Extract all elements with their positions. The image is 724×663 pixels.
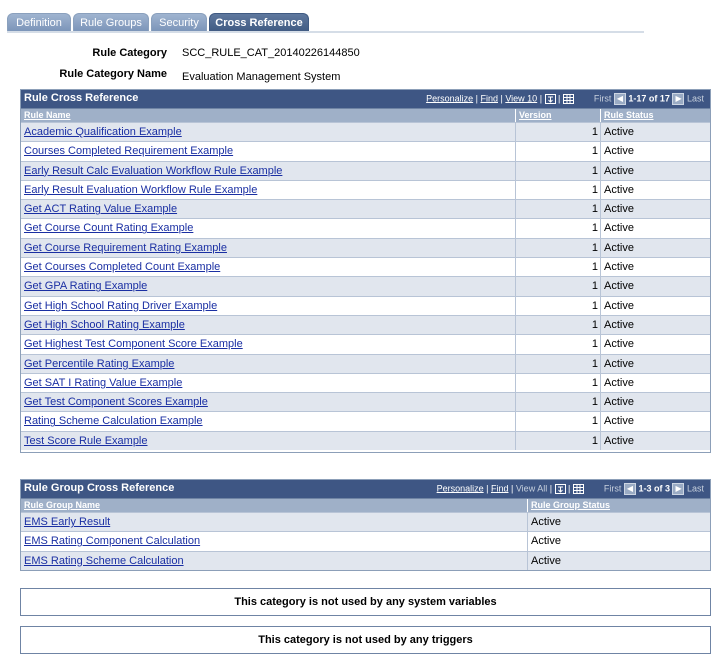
tab-underline [7,31,644,33]
personalize-link[interactable]: Personalize [436,483,484,494]
previous-arrow-icon[interactable]: ◀ [614,93,626,105]
grid-view-icon[interactable] [573,484,584,494]
rule-group-name-link[interactable]: EMS Early Result [24,516,111,528]
system-variables-message: This category is not used by any system variables [20,588,711,616]
row-range: 1-3 of 3 [638,483,670,494]
rule-group-name-cell [21,552,528,570]
rule-name-cell [21,162,516,180]
rule-name-link[interactable]: Get Courses Completed Count Example [24,261,221,274]
rule-name-link[interactable]: Rating Scheme Calculation Example [24,415,203,428]
column-rule-name[interactable]: Rule Name [21,109,516,122]
version-cell: 1 [516,200,601,218]
version-cell: 1 [516,162,601,180]
column-rule-group-name[interactable]: Rule Group Name [21,499,528,512]
table-row [21,512,710,531]
version-cell: 1 [516,123,601,141]
version-cell: 1 [516,374,601,392]
table-row [21,531,710,550]
version-cell: 1 [516,393,601,411]
rule-name-link[interactable]: Get Highest Test Component Score Example [24,338,243,351]
rule-status-cell: Active [604,357,634,370]
rule-name-cell [21,239,516,257]
tab-rule-groups[interactable]: Rule Groups [73,13,149,32]
rule-name-link[interactable]: Get High School Rating Driver Example [24,299,218,312]
table-row [21,551,710,570]
version-cell: 1 [516,432,601,450]
group-rows [21,512,710,570]
rule-status-cell: Active [604,318,634,331]
grid-header [21,480,710,498]
rule-status-cell: Active [604,241,634,254]
row-range: 1-17 of 17 [628,93,670,104]
rule-group-name-cell [21,513,528,531]
grid-navigation: Personalize | Find | View 10 | | First ◀ 1-17 of 17 ▶ Last [426,93,704,104]
rule-name-cell [21,355,516,373]
rule-status-cell: Active [604,222,634,235]
rule-status-cell: Active [604,261,634,274]
rule-status-cell: Active [604,415,634,428]
table-row [21,276,710,295]
rule-status-cell: Active [604,126,634,138]
rule-name-link[interactable]: Courses Completed Requirement Example [24,145,234,158]
version-cell: 1 [516,316,601,334]
rule-name-link[interactable]: Get GPA Rating Example [24,280,148,293]
rule-status-cell: Active [604,164,634,177]
table-row [21,161,710,180]
rule-name-cell [21,200,516,218]
version-cell: 1 [516,297,601,315]
rule-category-name-value: Evaluation Management System [182,71,341,83]
rule-name-link[interactable]: Get SAT I Rating Value Example [24,376,183,389]
column-rule-status[interactable]: Rule Status [604,110,654,120]
version-cell: 1 [516,181,601,199]
rule-group-cross-reference-grid [20,479,711,571]
rule-group-name-link[interactable]: EMS Rating Component Calculation [24,535,201,548]
column-header-row [21,498,710,512]
table-row [21,334,710,353]
view-all-label: View All [515,483,548,494]
last-label: Last [686,93,704,104]
rule-name-cell [21,181,516,199]
column-header-row [21,108,710,122]
rule-status-cell: Active [604,396,634,409]
table-row [21,315,710,334]
rule-name-cell [21,374,516,392]
table-row [21,218,710,237]
rule-status-cell: Active [604,338,634,351]
triggers-message: This category is not used by any triggers [20,626,711,654]
rule-rows [21,122,710,450]
tab-definition[interactable]: Definition [7,13,71,32]
grid-view-icon[interactable] [563,94,574,104]
table-row [21,141,710,160]
find-link[interactable]: Find [490,483,509,494]
rule-name-link[interactable]: Test Score Rule Example [24,434,148,447]
rule-name-cell [21,297,516,315]
rule-category-label: Rule Category [92,47,167,59]
rule-status-cell: Active [604,145,634,158]
version-cell: 1 [516,219,601,237]
rule-group-status-cell: Active [531,554,561,567]
rule-name-cell [21,219,516,237]
table-row [21,199,710,218]
tab-security[interactable]: Security [151,13,207,32]
table-row [21,238,710,257]
rule-status-cell: Active [604,280,634,293]
find-link[interactable]: Find [480,93,498,104]
version-cell: 1 [516,277,601,295]
rule-cross-reference-grid [20,89,711,453]
rule-name-cell [21,393,516,411]
table-row [21,122,710,141]
rule-status-cell: Active [604,299,634,312]
version-cell: 1 [516,258,601,276]
rule-name-cell [21,258,516,276]
rule-name-cell [21,142,516,160]
table-row [21,354,710,373]
rule-name-link[interactable]: Get ACT Rating Value Example [24,203,178,216]
rule-name-link[interactable]: Academic Qualification Example [24,126,182,138]
rule-group-status-cell: Active [531,516,561,528]
tab-bar [7,13,709,32]
first-label: First [603,483,622,494]
grid-title: Rule Cross Reference [24,92,139,104]
rule-name-cell [21,412,516,430]
download-icon[interactable] [545,94,556,104]
rule-name-link[interactable]: Get High School Rating Example [24,318,185,331]
rule-name-link[interactable]: Early Result Evaluation Workflow Rule Example [24,183,258,196]
grid-navigation: Personalize | Find | View All | | First ◀ 1-3 of 3 ▶ Last [436,483,704,494]
version-cell: 1 [516,239,601,257]
tab-cross-reference[interactable]: Cross Reference [209,13,309,32]
rule-status-cell: Active [604,183,634,196]
column-rule-group-status[interactable]: Rule Group Status [531,500,611,510]
grid-title: Rule Group Cross Reference [24,482,175,494]
rule-group-name-cell [21,532,528,550]
version-cell: 1 [516,355,601,373]
version-cell: 1 [516,412,601,430]
first-label: First [593,93,612,104]
personalize-link[interactable]: Personalize [426,93,474,104]
table-row [21,392,710,411]
rule-name-link[interactable]: Get Test Component Scores Example [24,396,208,409]
rule-name-cell [21,316,516,334]
table-row [21,431,710,450]
download-icon[interactable] [555,484,566,494]
rule-group-status-cell: Active [531,535,561,548]
rule-name-link[interactable]: Get Percentile Rating Example [24,357,175,370]
grid-header [21,90,710,108]
rule-name-link[interactable]: Get Course Requirement Rating Example [24,241,227,254]
rule-group-name-link[interactable]: EMS Rating Scheme Calculation [24,554,184,567]
column-version[interactable]: Version [516,109,601,122]
table-row [21,373,710,392]
next-arrow-icon[interactable]: ▶ [672,483,684,495]
previous-arrow-icon[interactable]: ◀ [624,483,636,495]
rule-category-value: SCC_RULE_CAT_20140226144850 [182,47,360,59]
table-row [21,257,710,276]
rule-name-cell [21,277,516,295]
rule-name-cell [21,123,516,141]
version-cell: 1 [516,142,601,160]
rule-name-link[interactable]: Early Result Calc Evaluation Workflow Rule Example [24,164,283,177]
table-row [21,411,710,430]
next-arrow-icon[interactable]: ▶ [672,93,684,105]
version-cell: 1 [516,335,601,353]
rule-status-cell: Active [604,434,634,447]
table-row [21,180,710,199]
view-10-link[interactable]: View 10 [505,93,538,104]
rule-name-link[interactable]: Get Course Count Rating Example [24,222,194,235]
last-label: Last [686,483,704,494]
rule-name-cell [21,335,516,353]
rule-name-cell [21,432,516,450]
rule-category-name-label: Rule Category Name [59,68,167,80]
rule-status-cell: Active [604,203,634,216]
rule-status-cell: Active [604,376,634,389]
table-row [21,296,710,315]
